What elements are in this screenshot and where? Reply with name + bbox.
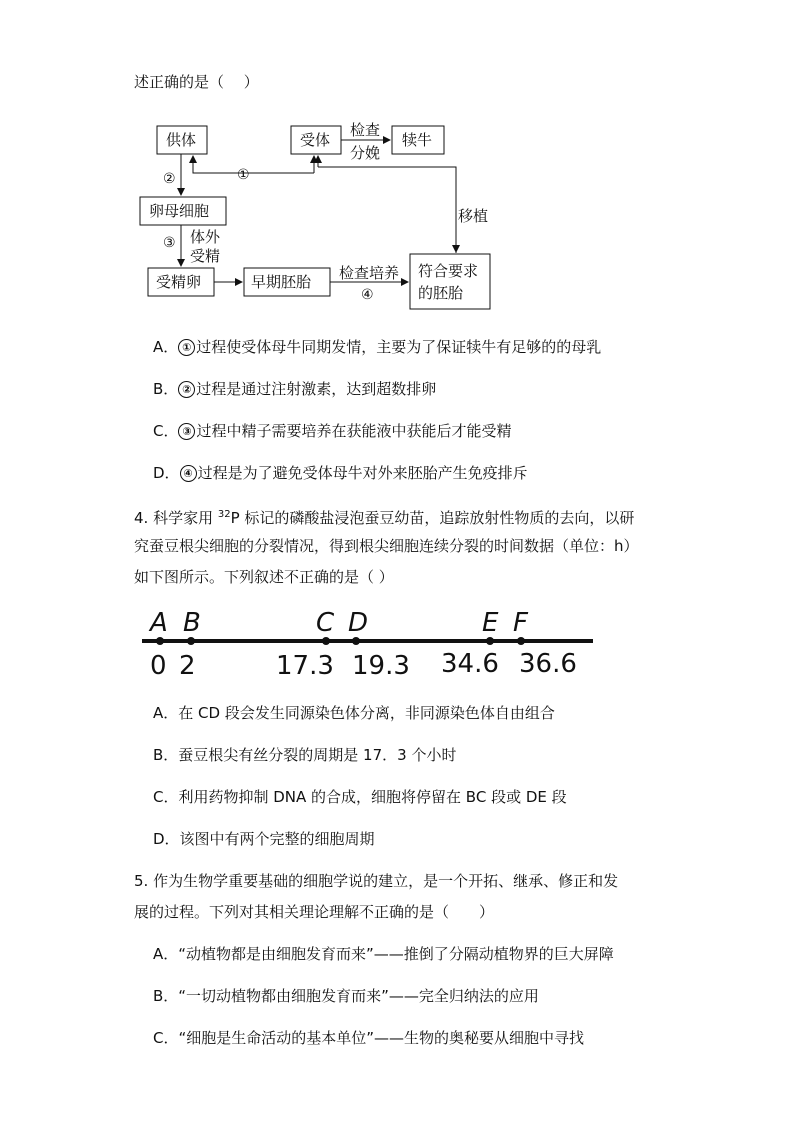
step-1-marker: ① [237, 167, 250, 183]
q4-stem-1a: 4. 科学家用 [134, 509, 218, 527]
timeline-letter-a: A [150, 608, 168, 638]
q4-isotope-mass: 32 [217, 509, 231, 520]
timeline-letter-f: F [513, 608, 528, 638]
label-qualified-embryo-1: 符合要求 [418, 262, 479, 280]
q3-option-d[interactable] [153, 463, 528, 483]
q3-stem-tail: 述正确的是（ ） [134, 73, 259, 91]
timeline-point-b [187, 637, 195, 645]
step-4-badge: ④ [180, 465, 197, 482]
label-calf: 犊牛 [402, 131, 433, 149]
q3-option-b-prefix: B． [153, 380, 179, 398]
label-transplant: 移植 [458, 207, 489, 225]
label-early-embryo: 早期胚胎 [251, 273, 312, 291]
q5-stem-line-2: 展的过程。下列对其相关理论理解不正确的是（ ） [134, 903, 495, 921]
q4-option-d[interactable]: D．该图中有两个完整的细胞周期 [153, 830, 375, 848]
q4-stem-1b: P 标记的磷酸盐浸泡蚕豆幼苗，追踪放射性物质的去向，以研 [230, 509, 635, 527]
timeline-point-c [322, 637, 330, 645]
q3-option-c[interactable] [153, 421, 512, 441]
q4-stem-line-3: 如下图所示。下列叙述不正确的是（ ） [134, 568, 394, 586]
q5-option-b[interactable]: B．“一切动植物都由细胞发育而来”——完全归纳法的应用 [153, 987, 539, 1005]
q3-option-a[interactable] [153, 337, 601, 357]
q4-option-a[interactable]: A．在 CD 段会发生同源染色体分离，非同源染色体自由组合 [153, 704, 555, 722]
timeline-value-c: 17.3 [276, 651, 334, 681]
q4-stem-line-2: 究蚕豆根尖细胞的分裂情况，得到根尖细胞连续分裂的时间数据（单位：h） [134, 537, 639, 555]
q3-option-d-prefix: D． [153, 464, 180, 482]
q4-option-b[interactable]: B．蚕豆根尖有丝分裂的周期是 17．3 个小时 [153, 746, 457, 764]
step-3-badge: ③ [178, 423, 195, 440]
q5-option-c[interactable]: C．“细胞是生命活动的基本单位”——生物的奥秘要从细胞中寻找 [153, 1029, 585, 1047]
timeline-letter-e: E [482, 608, 499, 638]
step-4-marker: ④ [361, 287, 374, 303]
label-ivf-1: 体外 [190, 228, 221, 246]
timeline-letter-b: B [183, 608, 201, 638]
step-2-badge: ② [178, 381, 195, 398]
label-check: 检查 [350, 121, 381, 139]
timeline-point-d [352, 637, 360, 645]
label-recipient: 受体 [300, 131, 331, 149]
timeline-point-a [156, 637, 164, 645]
timeline-value-d: 19.3 [352, 651, 410, 681]
q3-option-c-text: 过程中精子需要培养在获能液中获能后才能受精 [196, 422, 512, 440]
q4-stem-line-1 [134, 505, 634, 528]
label-donor: 供体 [166, 131, 197, 149]
timeline-value-b: 2 [179, 651, 196, 681]
label-qualified-embryo-2: 的胚胎 [418, 284, 464, 302]
timeline-letter-c: C [316, 608, 335, 638]
q4-option-c[interactable]: C．利用药物抑制 DNA 的合成，细胞将停留在 BC 段或 DE 段 [153, 788, 567, 806]
q5-option-a[interactable]: A．“动植物都是由细胞发育而来”——推倒了分隔动植物界的巨大屏障 [153, 945, 614, 963]
timeline-value-f: 36.6 [519, 649, 577, 679]
q3-option-a-prefix: A． [153, 338, 179, 356]
q3-option-b[interactable] [153, 379, 436, 399]
q3-option-a-text: 过程使受体母牛同期发情，主要为了保证犊牛有足够的的母乳 [196, 338, 602, 356]
label-zygote: 受精卵 [156, 273, 202, 291]
timeline-value-e: 34.6 [441, 649, 499, 679]
label-ivf-2: 受精 [190, 247, 221, 265]
label-check-culture: 检查培养 [339, 264, 400, 282]
timeline-point-e [486, 637, 494, 645]
timeline-point-f [517, 637, 525, 645]
step-1-badge: ① [178, 339, 195, 356]
q3-option-c-prefix: C． [153, 422, 179, 440]
timeline-letter-d: D [348, 608, 369, 638]
q3-option-b-text: 过程是通过注射激素，达到超数排卵 [196, 380, 437, 398]
q5-stem-line-1: 5. 作为生物学重要基础的细胞学说的建立，是一个开拓、继承、修正和发 [134, 872, 619, 890]
step-3-marker: ③ [163, 235, 176, 251]
step-2-marker: ② [163, 171, 176, 187]
timeline-value-a: 0 [150, 651, 167, 681]
label-delivery: 分娩 [350, 144, 381, 162]
q3-option-d-text: 过程是为了避免受体母牛对外来胚胎产生免疫排斥 [197, 464, 528, 482]
label-oocyte: 卵母细胞 [149, 202, 210, 220]
